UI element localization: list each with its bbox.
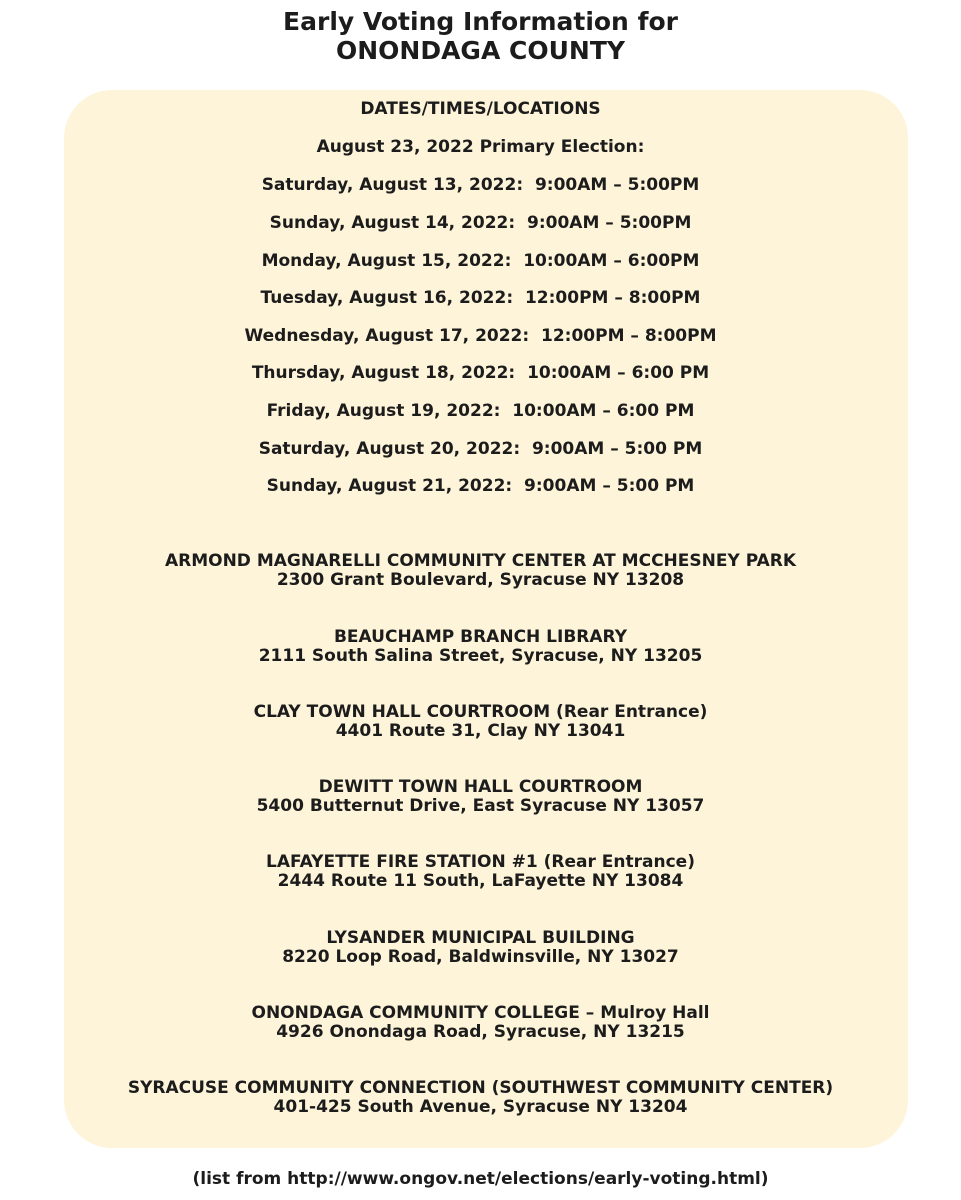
location-item (0, 929, 961, 967)
schedule-item: Tuesday, August 16, 2022: 12:00PM – 8:00PM (260, 288, 701, 308)
location-address: 2444 Route 11 South, LaFayette NY 13084 (277, 871, 684, 891)
location-address: 8220 Loop Road, Baldwinsville, NY 13027 (282, 947, 679, 967)
location-address: 4401 Route 31, Clay NY 13041 (335, 721, 626, 741)
schedule-item: Friday, August 19, 2022: 10:00AM – 6:00 PM (266, 401, 695, 421)
location-name: BEAUCHAMP BRANCH LIBRARY (333, 627, 628, 647)
location-item (0, 778, 961, 816)
election-label: August 23, 2022 Primary Election: (316, 137, 645, 157)
location-item (0, 628, 961, 666)
location-address: 2111 South Salina Street, Syracuse, NY 13205 (258, 646, 703, 666)
schedule-item: Thursday, August 18, 2022: 10:00AM – 6:00 PM (251, 363, 710, 383)
schedule-item: Monday, August 15, 2022: 10:00AM – 6:00PM (261, 251, 700, 271)
location-name: LAFAYETTE FIRE STATION #1 (Rear Entrance) (266, 852, 695, 872)
page-title-line-1: Early Voting Information for (283, 7, 678, 36)
location-item (0, 703, 961, 741)
location-name: ONONDAGA COMMUNITY COLLEGE – Mulroy Hall (251, 1003, 710, 1023)
info-panel (64, 90, 908, 1148)
location-item (0, 1004, 961, 1042)
location-item (0, 853, 961, 891)
source-note: (list from http://www.ongov.net/elections/early-voting.html) (192, 1169, 769, 1189)
location-name: LYSANDER MUNICIPAL BUILDING (326, 928, 635, 948)
schedule-item: Saturday, August 13, 2022: 9:00AM – 5:00PM (261, 175, 700, 195)
location-name: SYRACUSE COMMUNITY CONNECTION (SOUTHWEST COMMUNITY CENTER) (127, 1078, 834, 1098)
location-item (0, 1079, 961, 1117)
schedule-item: Sunday, August 21, 2022: 9:00AM – 5:00 PM (266, 476, 695, 496)
location-item (0, 552, 961, 590)
location-address: 2300 Grant Boulevard, Syracuse NY 13208 (276, 570, 685, 590)
schedule-item: Wednesday, August 17, 2022: 12:00PM – 8:00PM (244, 326, 717, 346)
location-address: 401-425 South Avenue, Syracuse NY 13204 (273, 1097, 688, 1117)
page-title-line-2: ONONDAGA COUNTY (335, 36, 625, 65)
location-address: 5400 Butternut Drive, East Syracuse NY 13057 (256, 796, 705, 816)
schedule-item: Saturday, August 20, 2022: 9:00AM – 5:00 PM (258, 439, 703, 459)
location-name: DEWITT TOWN HALL COURTROOM (318, 777, 643, 797)
section-header: DATES/TIMES/LOCATIONS (360, 99, 601, 119)
location-address: 4926 Onondaga Road, Syracuse, NY 13215 (276, 1022, 685, 1042)
location-name: CLAY TOWN HALL COURTROOM (Rear Entrance) (253, 702, 708, 722)
location-name: ARMOND MAGNARELLI COMMUNITY CENTER AT MCCHESNEY PARK (164, 551, 797, 571)
schedule-item: Sunday, August 14, 2022: 9:00AM – 5:00PM (269, 213, 692, 233)
